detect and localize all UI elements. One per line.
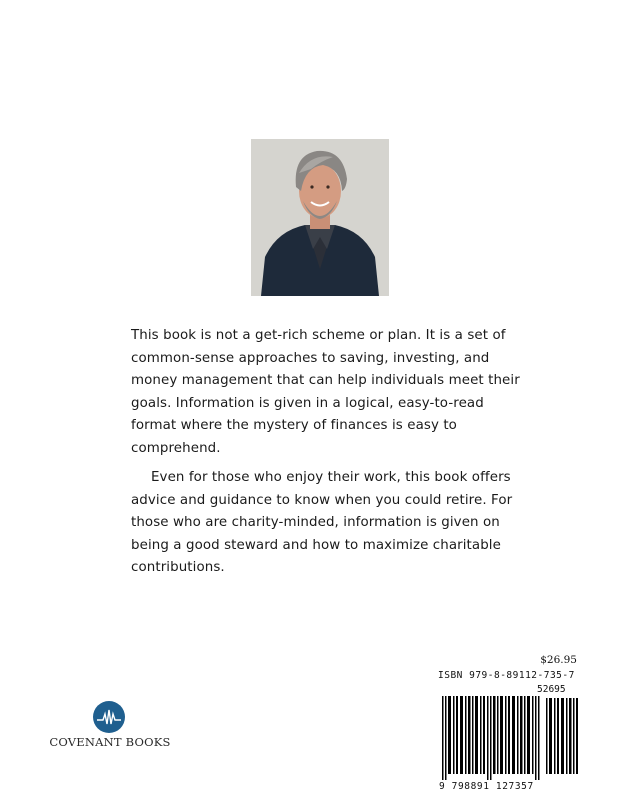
price-label: $26.95 [540,654,577,666]
isbn-label: ISBN 979-8-89112-735-7 [438,670,575,681]
isbn-barcode [442,696,542,780]
author-photo [251,139,389,296]
blurb-paragraph-1: This book is not a get-rich scheme or plan. It is a set of common-sense approaches to saving, investing, and money management that can help individuals meet their goals. Information is given in a logical, easy-to-read format where the mystery of finances is easy to comprehend. [131,328,520,456]
barcode-digits: 9 798891 127357 [439,781,534,792]
publisher-name: COVENANT BOOKS [49,735,171,749]
publisher-logo [48,700,172,756]
barcode-block [424,644,584,799]
back-cover-blurb [131,325,521,580]
price-barcode [546,698,578,774]
price-code: 52695 [537,684,566,695]
blurb-paragraph-2: Even for those who enjoy their work, this book offers advice and guidance to know when you could retire. For those who are charity-minded, information is given on being a good steward and how to maximize charitable contributions. [131,470,513,575]
publisher-logo-icon [92,700,126,734]
